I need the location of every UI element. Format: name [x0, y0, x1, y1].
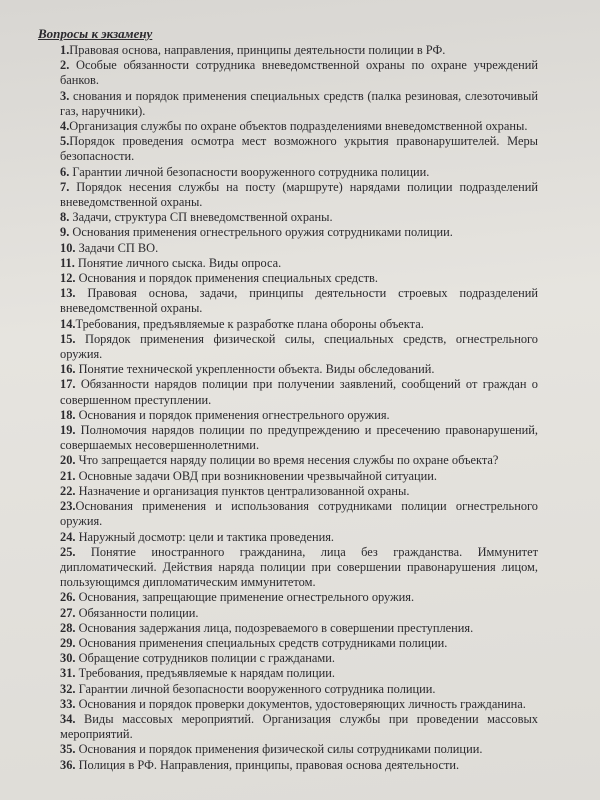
- question-item: [60, 666, 538, 681]
- question-text: Правовая основа, направления, принципы деятельности полиции в РФ.: [69, 43, 446, 57]
- question-text: Основания применения и использования сотрудниками полиции огнестрельного оружия.: [60, 499, 538, 529]
- question-item: [60, 43, 538, 58]
- question-text: Виды массовых мероприятий. Организация службы при проведении массовых мероприятий.: [60, 711, 538, 742]
- questions-list: [38, 43, 538, 773]
- question-number: 10.: [60, 240, 76, 255]
- question-item: [60, 636, 538, 651]
- question-item: [60, 742, 538, 757]
- question-number: 4.: [60, 119, 70, 134]
- question-text: Основания и порядок применения огнестрельного оружия.: [75, 407, 390, 422]
- question-item: [60, 89, 538, 119]
- question-number: 31.: [60, 666, 76, 681]
- question-number: 18.: [60, 407, 76, 422]
- question-item: [60, 651, 538, 666]
- question-number: 29.: [60, 635, 76, 650]
- question-item: [60, 165, 538, 180]
- document-title: Вопросы к экзамену: [38, 26, 153, 41]
- question-number: 3.: [60, 88, 70, 103]
- question-item: [60, 530, 538, 545]
- question-number: 8.: [60, 210, 70, 225]
- question-number: 33.: [60, 696, 76, 711]
- question-text: Обращение сотрудников полиции с гражданами.: [75, 651, 335, 666]
- question-text: Понятие иностранного гражданина, лица без гражданства. Иммунитет дипломатический. Действия наряда полиции при совершении правонарушения лицом, пользующимся дипломатическим иммунитетом.: [60, 544, 538, 590]
- question-item: [60, 225, 538, 240]
- question-text: Обязанности нарядов полиции при получении заявлений, сообщений от граждан о совершенном преступлении.: [60, 377, 538, 407]
- question-number: 22.: [60, 483, 76, 498]
- question-number: 11.: [60, 255, 75, 270]
- question-number: 28.: [60, 620, 76, 635]
- question-text: Задачи, структура СП вневедомственной охраны.: [69, 210, 333, 225]
- question-number: 21.: [60, 468, 76, 483]
- question-item: [60, 256, 538, 271]
- question-text: Обязанности полиции.: [75, 605, 199, 620]
- question-item: [60, 119, 538, 134]
- question-item: [60, 590, 538, 605]
- question-item: [60, 484, 538, 499]
- question-item: [60, 271, 538, 286]
- question-number: 27.: [60, 605, 76, 620]
- question-text: Задачи СП ВО.: [75, 240, 159, 255]
- question-item: [60, 712, 538, 742]
- question-number: 19.: [60, 423, 76, 438]
- question-text: Основания применения специальных средств сотрудниками полиции.: [75, 635, 448, 650]
- question-text: Основные задачи ОВД при возникновении чрезвычайной ситуации.: [75, 468, 437, 483]
- question-item: [60, 58, 538, 88]
- question-text: Гарантии личной безопасности вооруженного сотрудника полиции.: [75, 681, 436, 696]
- question-item: [60, 697, 538, 712]
- question-item: [60, 210, 538, 225]
- question-number: 1.: [60, 43, 70, 57]
- question-item: [60, 332, 538, 362]
- question-number: 25.: [60, 544, 76, 559]
- question-item: [60, 408, 538, 423]
- question-text: Полномочия нарядов полиции по предупреждению и пресечению правонарушений, совершаемых несовершеннолетними.: [60, 423, 538, 453]
- question-item: [60, 317, 538, 332]
- question-text: Понятие технической укрепленности объекта. Виды обследований.: [75, 362, 435, 377]
- question-number: 6.: [60, 164, 70, 179]
- question-item: [60, 286, 538, 316]
- question-number: 14.: [60, 316, 76, 331]
- question-item: [60, 362, 538, 377]
- question-item: [60, 423, 538, 453]
- question-number: 12.: [60, 271, 76, 286]
- question-number: 34.: [60, 711, 76, 726]
- question-item: [60, 499, 538, 529]
- question-number: 2.: [60, 58, 70, 73]
- question-text: Понятие личного сыска. Виды опроса.: [74, 255, 282, 270]
- question-number: 13.: [60, 286, 76, 301]
- question-text: Основания и порядок проверки документов, удостоверяющих личность гражданина.: [75, 696, 526, 711]
- question-item: [60, 180, 538, 210]
- question-item: [60, 621, 538, 636]
- question-number: 17.: [60, 377, 76, 392]
- question-text: Порядок несения службы на посту (маршруте) нарядами полиции подразделений вневедомственной охраны.: [60, 179, 538, 210]
- question-text: Наружный досмотр: цели и тактика проведения.: [75, 529, 335, 544]
- question-text: Требования, предъявляемые к нарядам полиции.: [75, 666, 335, 681]
- question-number: 5.: [60, 134, 70, 149]
- question-number: 36.: [60, 757, 76, 772]
- question-item: [60, 469, 538, 484]
- question-item: [60, 758, 538, 773]
- question-text: снования и порядок применения специальных средств (палка резиновая, слезоточивый газ, наручники).: [60, 88, 538, 118]
- question-text: Правовая основа, задачи, принципы деятельности строевых подразделений вневедомственной охраны.: [60, 286, 538, 316]
- question-number: 7.: [60, 179, 70, 194]
- question-text: Полиция в РФ. Направления, принципы, правовая основа деятельности.: [75, 757, 460, 772]
- question-item: [60, 241, 538, 256]
- question-number: 30.: [60, 651, 76, 666]
- question-text: Основания задержания лица, подозреваемого в совершении преступления.: [75, 620, 474, 635]
- question-text: Гарантии личной безопасности вооруженного сотрудника полиции.: [69, 164, 430, 179]
- question-text: Назначение и организация пунктов централизованной охраны.: [75, 483, 410, 498]
- question-text: Основания применения огнестрельного оружия сотрудниками полиции.: [69, 225, 453, 240]
- question-text: Организация службы по охране объектов подразделениями вневедомственной охраны.: [69, 119, 528, 134]
- question-item: [60, 134, 538, 164]
- question-number: 32.: [60, 681, 76, 696]
- question-text: Основания и порядок применения физической силы сотрудниками полиции.: [75, 742, 483, 757]
- question-number: 15.: [60, 331, 76, 346]
- question-item: [60, 682, 538, 697]
- question-item: [60, 545, 538, 591]
- question-text: Порядок применения физической силы, специальных средств, огнестрельного оружия.: [60, 331, 538, 362]
- question-number: 24.: [60, 529, 76, 544]
- question-text: Порядок проведения осмотра мест возможного укрытия правонарушителей. Меры безопасности.: [60, 134, 538, 164]
- question-number: 9.: [60, 225, 70, 240]
- question-text: Основания, запрещающие применение огнестрельного оружия.: [75, 590, 415, 605]
- question-number: 35.: [60, 742, 76, 757]
- question-number: 20.: [60, 453, 76, 468]
- question-number: 16.: [60, 362, 76, 377]
- question-text: Основания и порядок применения специальных средств.: [75, 271, 378, 286]
- question-text: Что запрещается наряду полиции во время несения службы по охране объекта?: [75, 453, 499, 468]
- document-content: [38, 26, 538, 773]
- question-number: 23.: [60, 499, 76, 514]
- question-item: [60, 453, 538, 468]
- question-text: Особые обязанности сотрудника вневедомственной охраны по охране учреждений банков.: [60, 58, 538, 88]
- question-item: [60, 606, 538, 621]
- question-text: Требования, предъявляемые к разработке плана обороны объекта.: [75, 316, 424, 331]
- question-number: 26.: [60, 590, 76, 605]
- question-item: [60, 377, 538, 407]
